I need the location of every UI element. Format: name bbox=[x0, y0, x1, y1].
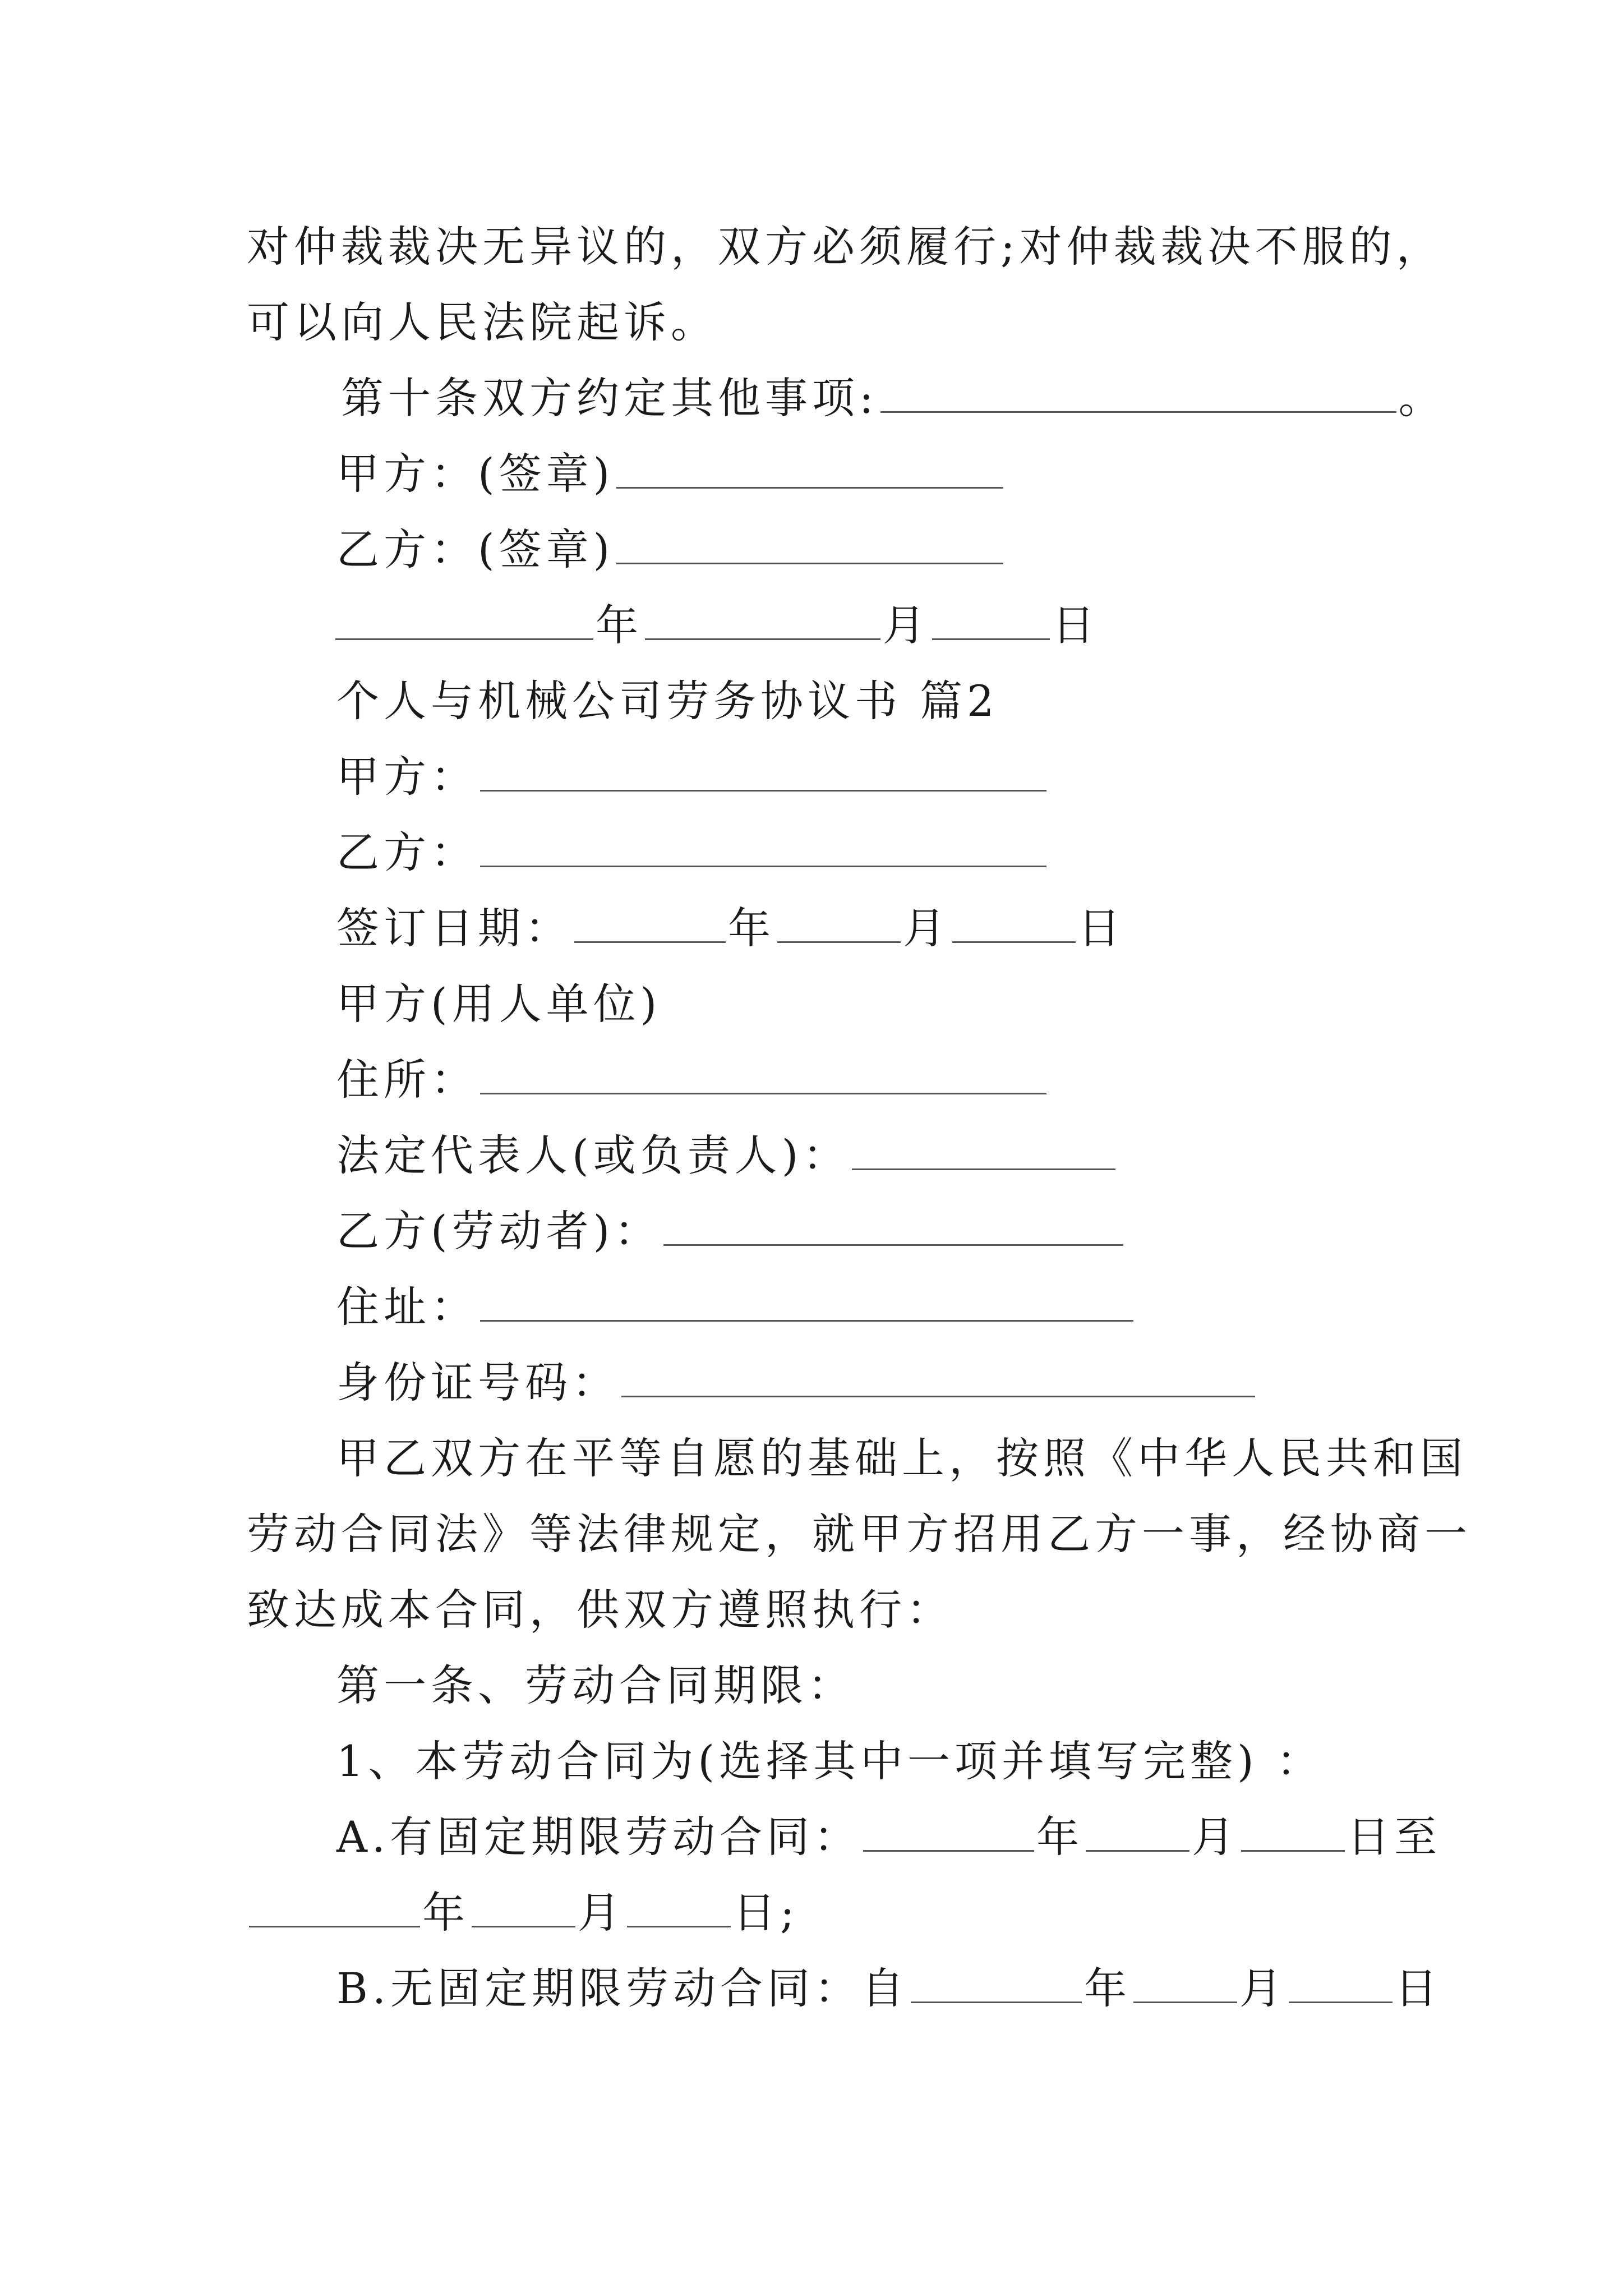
section-heading: 个人与机械公司劳务协议书 篇2 bbox=[336, 676, 999, 726]
paragraph-line: 致达成本合同，供双方遵照执行： bbox=[247, 1585, 953, 1635]
clause-10-label: 第十条双方约定其他事项: bbox=[341, 373, 878, 423]
year-blank bbox=[911, 1966, 1082, 2003]
party-a-blank bbox=[480, 754, 1046, 792]
employer-heading: 甲方(用人单位) bbox=[336, 979, 662, 1029]
party-a-label: 甲方： bbox=[336, 752, 478, 802]
party-b-signature-label: 乙方：(签章) bbox=[336, 524, 615, 574]
day-blank bbox=[1289, 1966, 1393, 2003]
residence-blank bbox=[480, 1284, 1133, 1322]
year-label: 年 bbox=[1084, 1963, 1132, 2013]
year-blank bbox=[863, 1814, 1034, 1852]
month-label: 月 bbox=[578, 1888, 625, 1938]
open-term-label: B.无固定期限劳动合同：自 bbox=[336, 1963, 909, 2013]
year-label: 年 bbox=[596, 600, 643, 650]
signing-date-line bbox=[336, 889, 1125, 968]
party-a-signature-line bbox=[336, 435, 1006, 513]
day-blank bbox=[1241, 1814, 1345, 1852]
signing-date-label: 签订日期： bbox=[336, 903, 572, 953]
clause-10-line bbox=[341, 359, 1446, 438]
party-b-signature-line bbox=[336, 510, 1006, 589]
party-b-signature-blank bbox=[616, 527, 1003, 564]
id-number-blank bbox=[621, 1360, 1255, 1397]
fixed-term-label: A.有固定期限劳动合同： bbox=[336, 1812, 861, 1862]
worker-blank bbox=[663, 1208, 1123, 1246]
party-b-blank bbox=[480, 830, 1046, 867]
clause-item: 1、本劳动合同为(选择其中一项并填写完整) ： bbox=[336, 1736, 1324, 1786]
party-b-label: 乙方： bbox=[336, 827, 478, 877]
day-label: 日; bbox=[733, 1888, 799, 1938]
article-1-heading: 第一条、劳动合同期限： bbox=[336, 1660, 855, 1710]
address-label: 住所： bbox=[336, 1055, 478, 1105]
address-line bbox=[336, 1041, 1049, 1119]
residence-line bbox=[336, 1268, 1136, 1346]
year-label: 年 bbox=[1036, 1812, 1084, 1862]
year-label: 年 bbox=[728, 903, 775, 953]
fixed-term-end-line bbox=[247, 1874, 799, 1952]
id-number-label: 身份证号码： bbox=[336, 1358, 619, 1407]
day-blank bbox=[952, 905, 1076, 943]
month-blank bbox=[1086, 1814, 1189, 1852]
day-label: 日 bbox=[1395, 1963, 1442, 2013]
day-label: 日至 bbox=[1347, 1812, 1442, 1862]
period-mark: 。 bbox=[1398, 373, 1446, 423]
day-label: 日 bbox=[1078, 903, 1125, 953]
month-label: 月 bbox=[903, 903, 950, 953]
day-blank bbox=[627, 1890, 731, 1927]
worker-line bbox=[336, 1192, 1126, 1271]
signature-date-line bbox=[333, 586, 1099, 665]
paragraph-line: 对仲裁裁决无异议的，双方必须履行;对仲裁裁决不服的， bbox=[247, 222, 1444, 272]
month-blank bbox=[777, 905, 901, 943]
month-blank bbox=[472, 1890, 575, 1927]
party-a-line bbox=[336, 738, 1049, 816]
legal-rep-blank bbox=[852, 1133, 1115, 1170]
legal-rep-line bbox=[336, 1116, 1118, 1195]
month-label: 月 bbox=[883, 600, 930, 650]
year-blank bbox=[574, 905, 726, 943]
paragraph-line: 劳动合同法》等法律规定，就甲方招用乙方一事，经协商一 bbox=[247, 1509, 1472, 1559]
day-blank bbox=[932, 602, 1050, 640]
party-a-signature-label: 甲方：(签章) bbox=[336, 449, 615, 499]
other-matters-blank bbox=[880, 375, 1396, 413]
year-blank bbox=[335, 602, 593, 640]
month-blank bbox=[645, 602, 880, 640]
worker-label: 乙方(劳动者)： bbox=[336, 1206, 662, 1256]
paragraph-line: 可以向人民法院起诉。 bbox=[247, 297, 718, 347]
residence-label: 住址： bbox=[336, 1282, 478, 1332]
legal-rep-label: 法定代表人(或负责人)： bbox=[336, 1130, 850, 1180]
id-number-line bbox=[336, 1343, 1257, 1422]
party-a-signature-blank bbox=[616, 451, 1003, 489]
month-label: 月 bbox=[1192, 1812, 1239, 1862]
year-label: 年 bbox=[422, 1888, 469, 1938]
paragraph-line: 甲乙双方在平等自愿的基础上，按照《中华人民共和国 bbox=[336, 1433, 1467, 1483]
month-blank bbox=[1133, 1966, 1237, 2003]
party-b-line bbox=[336, 813, 1049, 892]
day-label: 日 bbox=[1052, 600, 1099, 650]
open-term-line bbox=[336, 1949, 1442, 2028]
fixed-term-line bbox=[336, 1798, 1441, 1876]
year-blank bbox=[249, 1890, 420, 1927]
address-blank bbox=[480, 1057, 1046, 1094]
month-label: 月 bbox=[1239, 1963, 1287, 2013]
